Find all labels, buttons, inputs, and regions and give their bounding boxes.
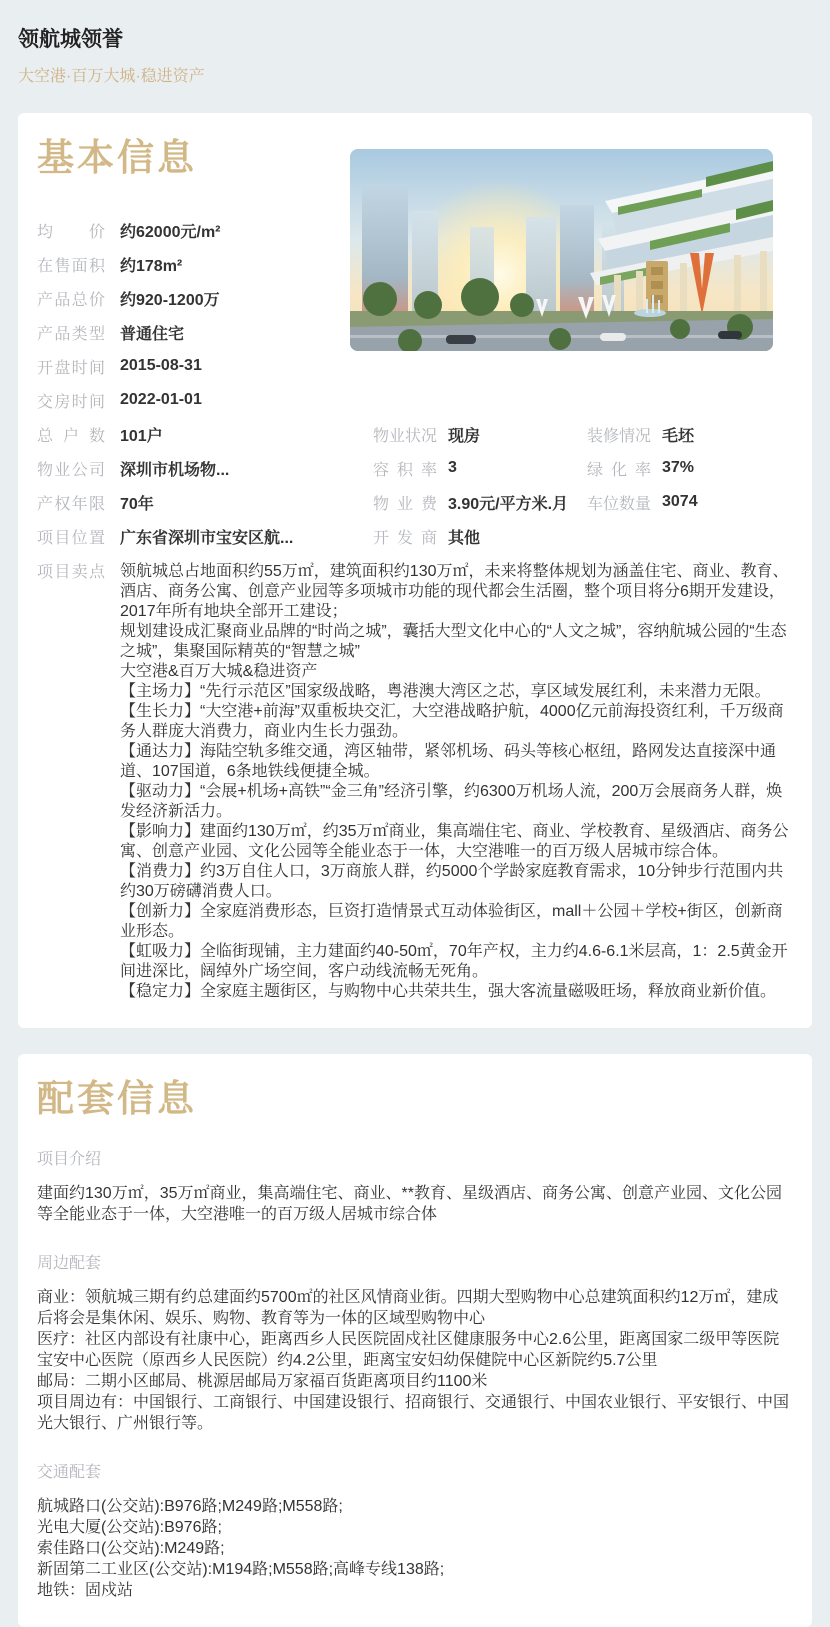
row-label: 均价 [37, 223, 105, 241]
row-value: 约178m² [120, 257, 183, 275]
selling-point: 【驱动力】“会展+机场+高铁”“金三角”经济引擎，约6300万机场人流，200万会展商务人群，焕发经济新活力。 [120, 783, 783, 820]
row-label: 车位数量 [587, 495, 652, 513]
property-photo [350, 149, 773, 351]
row-value: 3074 [662, 493, 698, 510]
selling-points [37, 562, 793, 1002]
facilities-card [18, 1054, 812, 1627]
row-label: 产品总价 [37, 291, 105, 309]
section-text-project-intro [37, 1183, 793, 1225]
info-cell [373, 491, 587, 514]
facility-paragraph: 医疗：社区内部设有社康中心，距离西乡人民医院固戍社区健康服务中心2.6公里，距离国家二级甲等医院宝安中心医院（原西乡人民医院）约4.2公里，距离宝安妇幼保健院中心区新院约5.7公里 [37, 1331, 780, 1369]
info-cell [373, 457, 587, 480]
selling-point: 大空港&百万大城&稳进资产 [120, 663, 318, 680]
row-label: 产品类型 [37, 325, 105, 343]
info-row [37, 213, 350, 247]
facility-paragraph: 光电大厦(公交站):B976路; [37, 1519, 222, 1536]
section-label-surroundings: 周边配套 [37, 1255, 102, 1272]
page-header [18, 0, 812, 87]
row-value: 深圳市机场物... [120, 461, 230, 479]
section-label-project-intro: 项目介绍 [37, 1151, 102, 1168]
facility-paragraph: 商业：领航城三期有约总建面约5700㎡的社区风情商业街。四期大型购物中心总建筑面积约12万㎡，建成后将会是集休闲、娱乐、购物、教育等为一体的区域型购物中心 [37, 1289, 779, 1327]
row-label: 物业公司 [37, 461, 105, 479]
selling-point: 【创新力】全家庭消费形态，巨资打造情景式互动体验街区，mall＋公园＋学校+街区，创新商业形态。 [120, 903, 783, 940]
row-value: 现房 [448, 427, 481, 445]
info-cell [587, 491, 793, 514]
selling-point: 【消费力】约3万自住人口，3万商旅人群，约5000个学龄家庭教育需求，10分钟步行范围内共约30万磅礴消费人口。 [120, 863, 784, 900]
selling-point: 【稳定力】全家庭主题街区，与购物中心共荣共生，强大客流量磁吸旺场，释放商业新价值。 [120, 983, 777, 1000]
page-title: 领航城领誉 [18, 28, 123, 51]
row-value: 3 [448, 459, 457, 476]
row-label: 项目位置 [37, 529, 105, 547]
info-cell [587, 423, 793, 446]
row-value: 37% [662, 459, 695, 476]
section-text-transport [37, 1496, 793, 1601]
row-label: 物业费 [373, 495, 437, 513]
row-label: 总户数 [37, 427, 105, 445]
info-row [37, 315, 350, 349]
info-cell [373, 423, 587, 446]
row-value: 毛坯 [662, 427, 695, 445]
info-cell [37, 491, 373, 514]
facilities-heading: 配套信息 [37, 1078, 197, 1119]
facility-paragraph: 项目周边有：中国银行、工商银行、中国建设银行、招商银行、交通银行、中国农业银行、平安银行、中国光大银行、广州银行等。 [37, 1394, 790, 1432]
info-grid-row [37, 451, 793, 485]
basic-info-rows [37, 213, 350, 417]
info-cell [37, 525, 373, 548]
info-cell [587, 457, 793, 480]
selling-point: 【主场力】“先行示范区”国家级战略，粤港澳大湾区之芯，享区域发展红利，未来潜力无限。 [120, 683, 771, 700]
row-label: 容积率 [373, 461, 437, 479]
row-value: 广东省深圳市宝安区航... [120, 529, 294, 547]
row-value: 其他 [448, 529, 481, 547]
row-label: 绿化率 [587, 461, 651, 479]
row-label: 开发商 [373, 529, 437, 547]
row-value: 普通住宅 [120, 325, 185, 343]
info-cell [37, 457, 373, 480]
row-label: 在售面积 [37, 257, 105, 275]
section-text-surroundings [37, 1287, 793, 1434]
property-photo-illustration [350, 149, 773, 351]
info-row [37, 281, 350, 315]
row-label: 交房时间 [37, 393, 105, 411]
selling-points-text [120, 562, 793, 1002]
info-row [37, 383, 350, 417]
selling-point: 【虹吸力】全临街现铺，主力建面约40-50㎡，70年产权，主力约4.6-6.1米层高，1：2.5黄金开间进深比，阔绰外广场空间，客户动线流畅无死角。 [120, 943, 788, 980]
info-grid-row [37, 519, 793, 553]
selling-point: 规划建设成汇聚商业品牌的“时尚之城”，囊括大型文化中心的“人文之城”，容纳航城公园的“生态之城”，集聚国际精英的“智慧之城” [120, 623, 787, 660]
basic-info-grid [37, 417, 793, 553]
row-value: 2015-08-31 [120, 357, 202, 374]
info-grid-row [37, 485, 793, 519]
facility-paragraph: 新固第二工业区(公交站):M194路;M558路;高峰专线138路; [37, 1561, 445, 1578]
facility-paragraph: 邮局：二期小区邮局、桃源居邮局万家福百货距离项目约1100米 [37, 1373, 488, 1390]
selling-point: 领航城总占地面积约55万㎡，建筑面积约130万㎡，未来将整体规划为涵盖住宅、商业、教育、酒店、商务公寓、创意产业园等多项城市功能的现代都会生活圈，整个项目将分6期开发建设，2017年所有地块全部开工建设； [120, 563, 789, 620]
section-label-transport: 交通配套 [37, 1464, 102, 1481]
info-row [37, 247, 350, 281]
row-value: 约920-1200万 [120, 291, 220, 309]
row-value: 约62000元/m² [120, 223, 221, 241]
row-label: 产权年限 [37, 495, 105, 513]
facility-paragraph: 航城路口(公交站):B976路;M249路;M558路; [37, 1498, 343, 1515]
info-cell [37, 423, 373, 446]
facility-paragraph: 建面约130万㎡，35万㎡商业，集高端住宅、商业、**教育、星级酒店、商务公寓、创意产业园、文化公园等全能业态于一体，大空港唯一的百万级人居城市综合体 [37, 1185, 782, 1223]
selling-point: 【通达力】海陆空轨多维交通，湾区轴带，紧邻机场、码头等核心枢纽，路网发达直接深中通道、107国道，6条地铁线便捷全城。 [120, 743, 777, 780]
row-label: 装修情况 [587, 427, 652, 445]
row-label: 物业状况 [373, 427, 438, 445]
info-grid-row [37, 417, 793, 451]
selling-point: 【生长力】“大空港+前海”双重板块交汇，大空港战略护航，4000亿元前海投资红利，千万级商务人群庞大消费力，商业内生长力强劲。 [120, 703, 784, 740]
facility-paragraph: 索佳路口(公交站):M249路; [37, 1540, 225, 1557]
row-value: 3.90元/平方米.月 [448, 495, 569, 513]
row-value: 70年 [120, 495, 154, 513]
facility-paragraph: 地铁：固戍站 [37, 1582, 134, 1599]
row-value: 101户 [120, 427, 163, 445]
selling-point: 【影响力】建面约130万㎡，约35万㎡商业，集高端住宅、商业、学校教育、星级酒店、商务公寓、创意产业园、文化公园等全能业态于一体，大空港唯一的百万级人居城市综合体。 [120, 823, 789, 860]
row-value: 2022-01-01 [120, 391, 202, 408]
info-cell [373, 525, 587, 548]
info-row [37, 349, 350, 383]
selling-points-label: 项目卖点 [37, 564, 105, 581]
page-subtitle: 大空港·百万大城·稳进资产 [18, 68, 205, 85]
row-label: 开盘时间 [37, 359, 105, 377]
basic-info-card [18, 113, 812, 1028]
basic-info-heading: 基本信息 [37, 137, 197, 178]
